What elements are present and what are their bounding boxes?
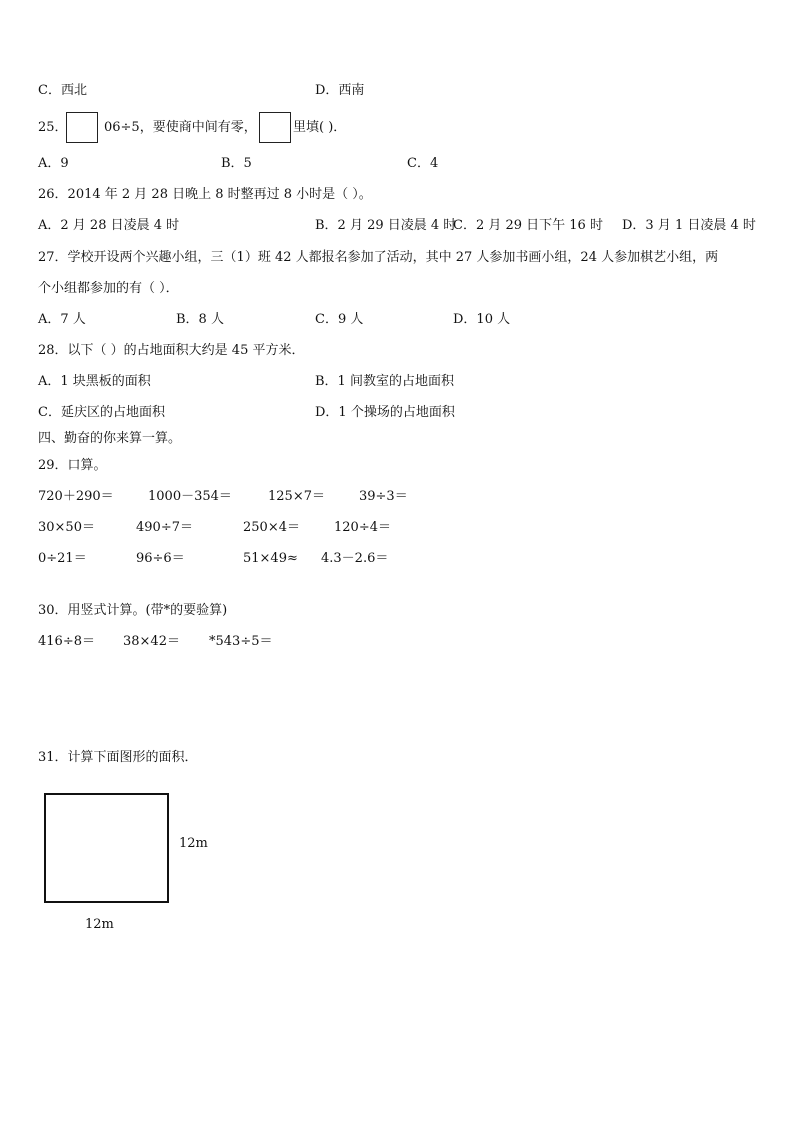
expression: 490÷7＝ (136, 520, 193, 535)
question-text: 28．以下（ ）的占地面积大约是 45 平方米． (38, 343, 305, 358)
answer-box[interactable] (259, 112, 291, 143)
side-length-label: 12m (179, 836, 208, 851)
option-d: D．3 月 1 日凌晨 4 时 (622, 218, 756, 233)
expression: 416÷8＝ (38, 634, 95, 649)
question-text: 27．学校开设两个兴趣小组，三（1）班 42 人都报名参加了活动，其中 27 人参加书画小组，24 人参加棋艺小组，两 (38, 250, 719, 265)
expression: 125×7＝ (268, 489, 325, 504)
option-c: C．西北 (38, 83, 87, 98)
expression: 51×49≈ (243, 551, 298, 566)
option-c: C．2 月 29 日下午 16 时 (453, 218, 603, 233)
expression: 250×4＝ (243, 520, 300, 535)
question-label: 31．计算下面图形的面积． (38, 750, 198, 765)
expression: *543÷5＝ (209, 634, 273, 649)
expression: 1000－354＝ (148, 489, 232, 504)
question-text: 个小组都参加的有（ ）． (38, 281, 179, 296)
question-label: 30．用竖式计算。(带*的要验算) (38, 603, 228, 618)
option-b: B．8 人 (176, 312, 224, 327)
expression: 0÷21＝ (38, 551, 87, 566)
answer-box[interactable] (66, 112, 98, 143)
option-c: C．9 人 (315, 312, 364, 327)
option-b: B．2 月 29 日凌晨 4 时 (315, 218, 457, 233)
expression: 4.3－2.6＝ (321, 551, 389, 566)
option-d: D．西南 (315, 83, 365, 98)
option-a: A．1 块黑板的面积 (38, 374, 151, 389)
question-text: 里填( )． (293, 120, 347, 135)
expression: 120÷4＝ (334, 520, 391, 535)
question-number: 25． (38, 120, 68, 135)
option-c: C．4 (407, 156, 439, 171)
expression: 96÷6＝ (136, 551, 185, 566)
question-text: 26．2014 年 2 月 28 日晚上 8 时整再过 8 小时是（ ）。 (38, 187, 372, 202)
expression: 39÷3＝ (359, 489, 408, 504)
option-b: B．5 (221, 156, 252, 171)
option-a: A．7 人 (38, 312, 86, 327)
option-a: A．9 (38, 156, 69, 171)
expression: 38×42＝ (123, 634, 180, 649)
option-b: B．1 间教室的占地面积 (315, 374, 454, 389)
option-a: A．2 月 28 日凌晨 4 时 (38, 218, 180, 233)
option-c: C．延庆区的占地面积 (38, 405, 165, 420)
question-label: 29．口算。 (38, 458, 107, 473)
expression: 30×50＝ (38, 520, 95, 535)
option-d: D．10 人 (453, 312, 511, 327)
square-figure (44, 793, 169, 903)
section-title: 四、勤奋的你来算一算。 (38, 431, 182, 446)
bottom-length-label: 12m (85, 917, 114, 932)
option-d: D．1 个操场的占地面积 (315, 405, 455, 420)
question-text: 06÷5，要使商中间有零， (104, 120, 257, 135)
expression: 720＋290＝ (38, 489, 114, 504)
